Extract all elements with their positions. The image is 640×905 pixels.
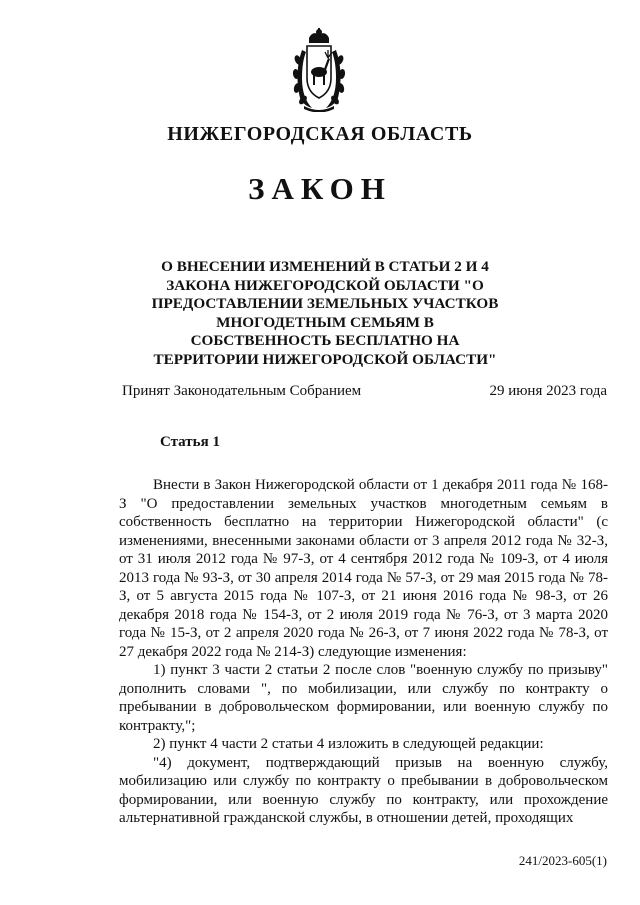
article-title: Статья 1 [160,434,220,450]
article-body [119,476,608,828]
document-type-heading: ЗАКОН [248,171,392,206]
nizhny-novgorod-coat-of-arms-icon [290,28,348,112]
document-code: 241/2023-605(1) [518,853,607,868]
article-paragraph: "4) документ, подтверждающий призыв на военную службу, мобилизацию или службу по контракту о пребывании в добровольческом формировании, или военную службу по контракту, или прохождение альтернативной гражданской службы, в отношении детей, проходящих [119,754,608,826]
region-heading: НИЖЕГОРОДСКАЯ ОБЛАСТЬ [167,123,473,145]
adopted-by-text: Принят Законодательным Собранием [122,383,362,399]
article-paragraph: 2) пункт 4 части 2 статьи 4 изложить в следующей редакции: [153,736,544,752]
law-subtitle: О ВНЕСЕНИИ ИЗМЕНЕНИЙ В СТАТЬИ 2 И 4 ЗАКОНА НИЖЕГОРОДСКОЙ ОБЛАСТИ "О ПРЕДОСТАВЛЕНИИ ЗЕМЕЛЬНЫХ УЧАСТКОВ МНОГОДЕТНЫМ СЕМЬЯМ В СОБСТВЕННОСТЬ БЕСПЛАТНО НА ТЕРРИТОРИИ НИЖЕГОРОДСКОЙ ОБЛАСТИ" [151,258,499,368]
article-paragraph: Внести в Закон Нижегородской области от 1 декабря 2011 года № 168-З "О предоставлении земельных участков многодетным семьям в собственность бесплатно на территории Нижегородской области" (с изменениями, внесенными законами области от 3 апреля 2012 года № 32-З, от 31 июля 2012 года № 97-З, от 4 сентября 2012 года № 109-З, от 4 июля 2013 года № 93-З, от 30 апреля 2014 года № 57-З, от 29 мая 2015 года № 78-З, от 5 августа 2015 года № 107-З, от 21 июня 2016 года № 98-З, от 26 декабря 2018 года № 154-З, от 2 июля 2019 года № 76-З, от 3 марта 2020 года № 15-З, от 2 апреля 2020 года № 26-З, от 7 июня 2022 года № 78-З, от 27 декабря 2022 года № 214-З) следующие изменения: [119,477,608,660]
adoption-date: 29 июня 2023 года [489,383,607,399]
article-paragraph: 1) пункт 3 части 2 статьи 2 после слов "военную службу по призыву" дополнить словами ", по мобилизации, или службу по контракту о пребывании в добровольческом формировании, или военную службу по контракту,"; [119,662,608,734]
